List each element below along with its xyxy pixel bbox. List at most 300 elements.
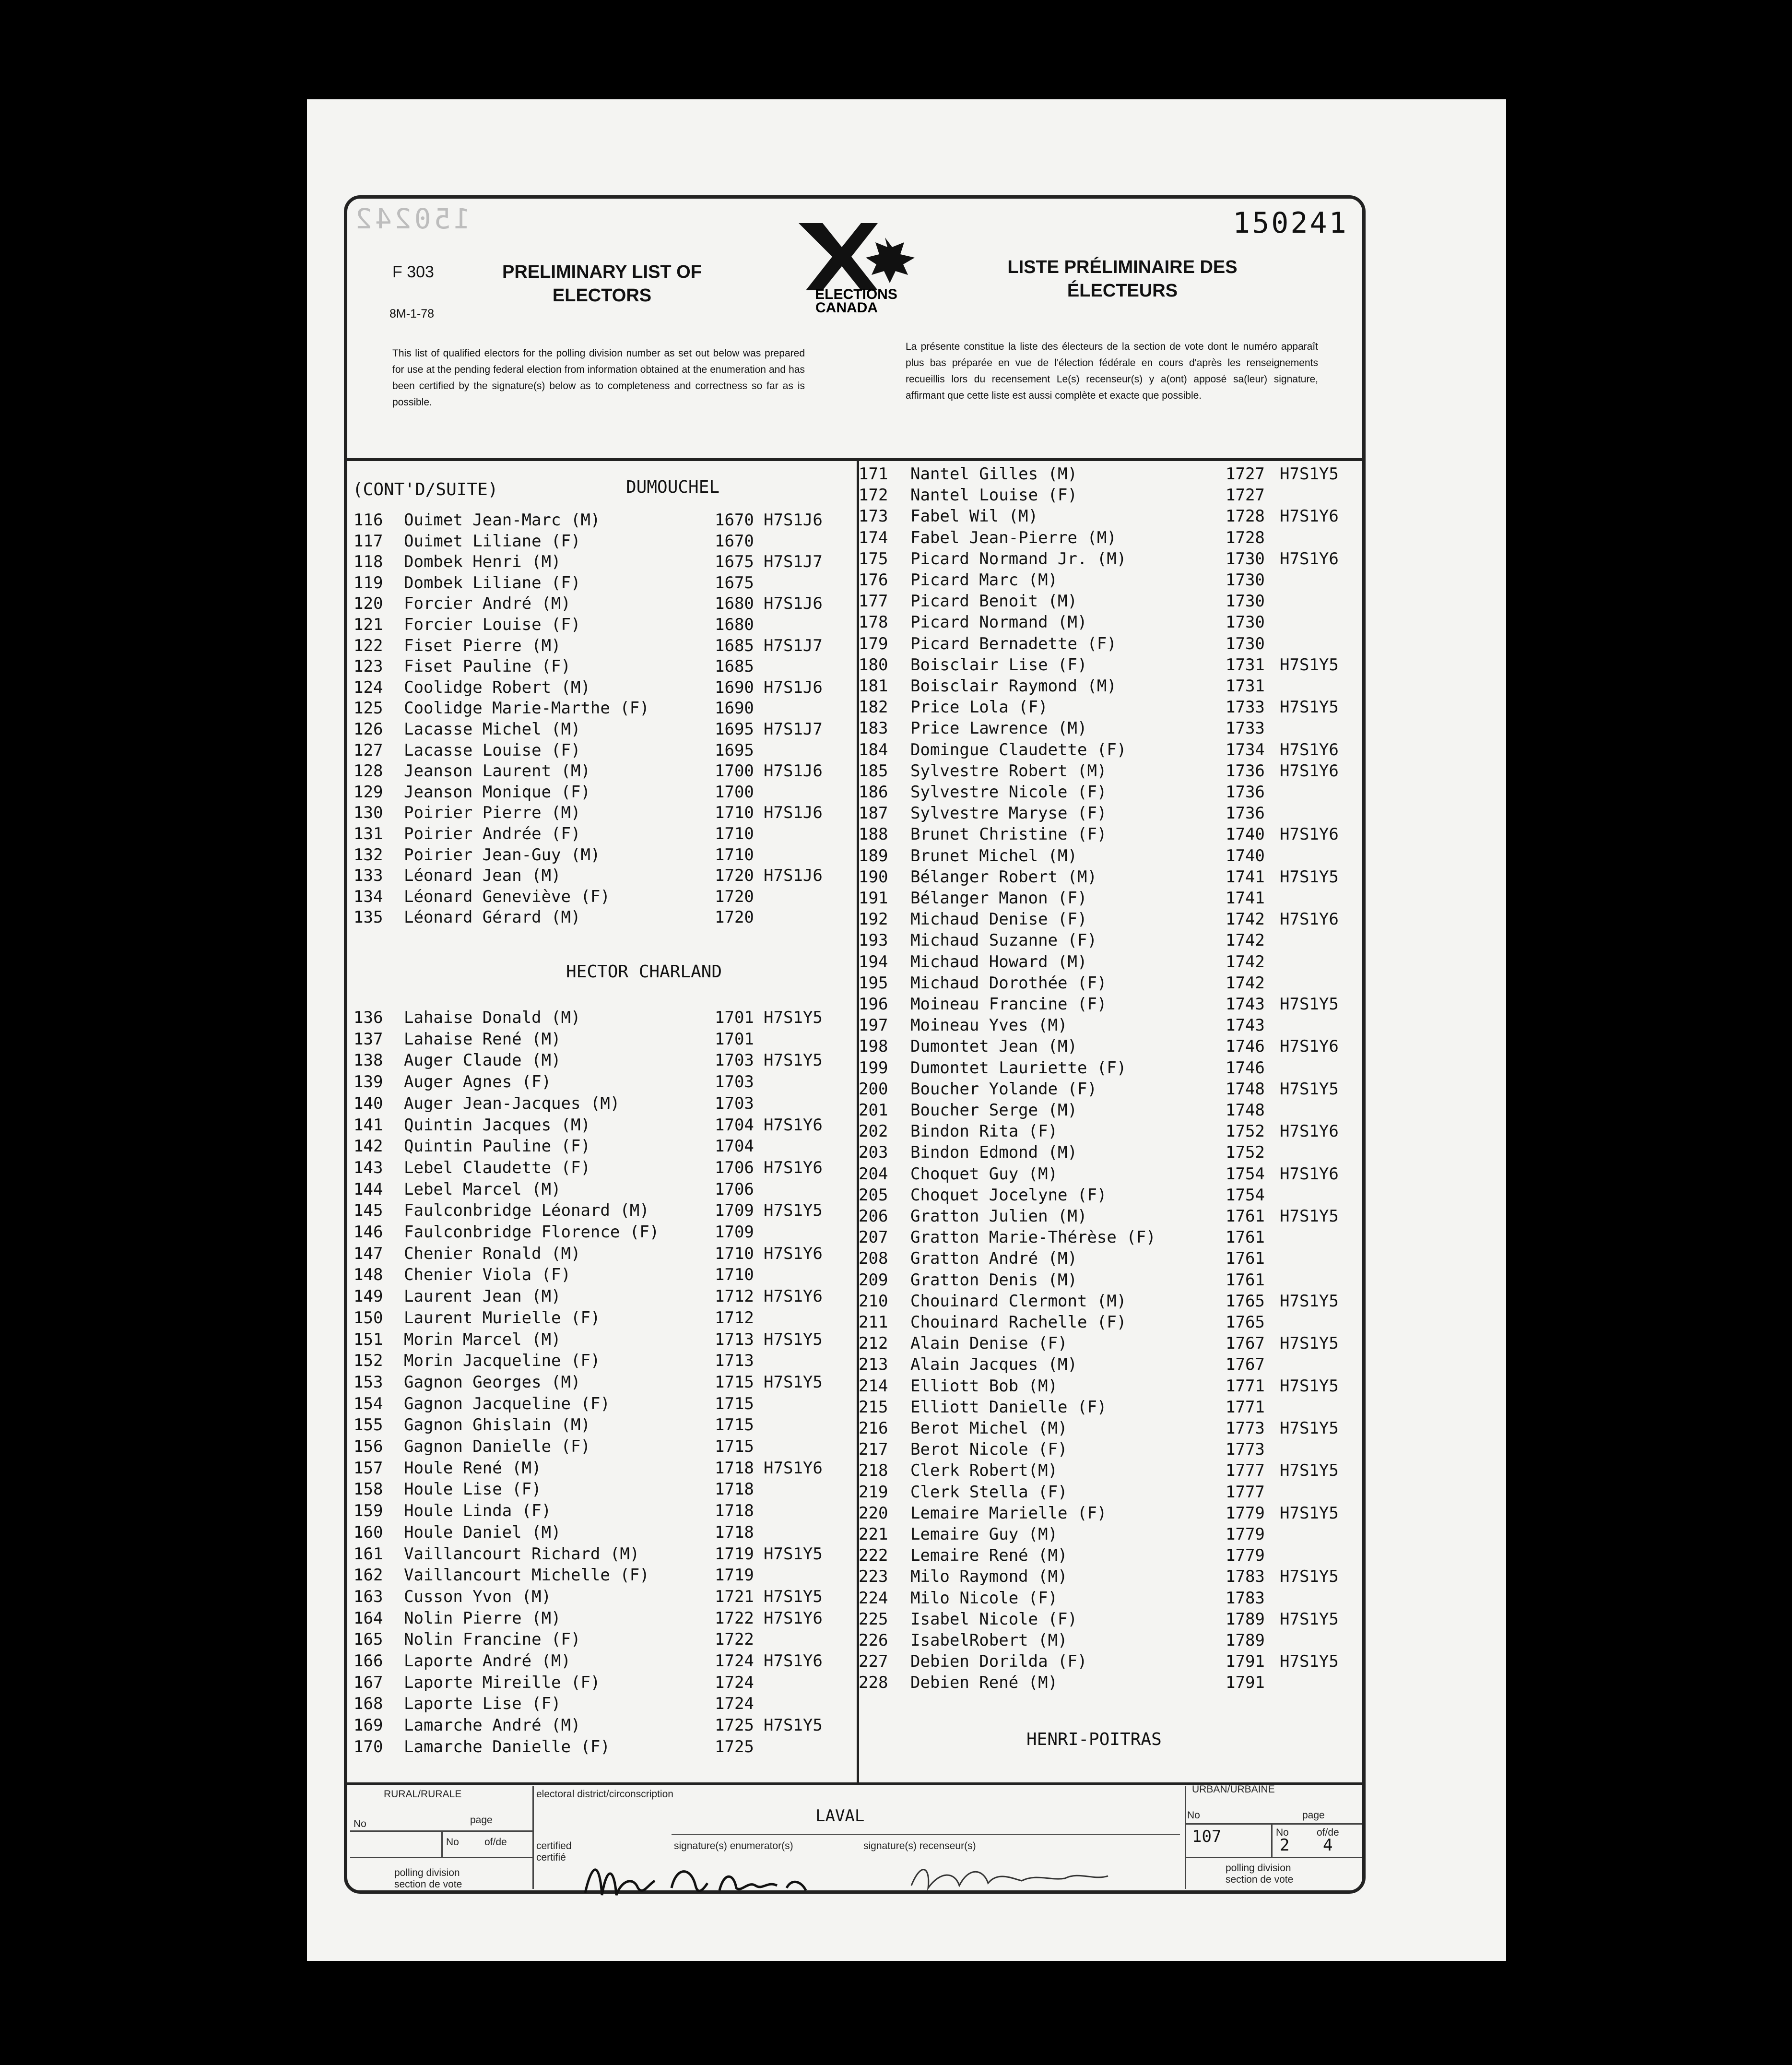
elector-number: 193 — [859, 931, 888, 950]
elector-civic-number: 1725 — [715, 1737, 754, 1756]
elector-number: 175 — [859, 549, 888, 569]
elector-civic-number: 1724 — [715, 1651, 754, 1671]
sig-recenseur-label: signature(s) recenseur(s) — [863, 1840, 976, 1851]
elector-number: 162 — [354, 1566, 383, 1585]
elector-postal-code: H7S1Y6 — [1280, 549, 1339, 569]
elector-name: Lahaise René (M) — [404, 1029, 561, 1049]
elector-number: 140 — [354, 1093, 383, 1113]
elector-number: 173 — [859, 507, 888, 526]
elector-name: Lamarche Danielle (F) — [404, 1737, 610, 1756]
elector-number: 183 — [859, 719, 888, 738]
elector-postal-code: H7S1Y5 — [764, 1716, 823, 1735]
elector-name: Elliott Bob (M) — [910, 1376, 1058, 1396]
elector-name: Alain Jacques (M) — [910, 1355, 1077, 1375]
elector-postal-code: H7S1Y6 — [1280, 825, 1339, 844]
elector-name: Houle René (M) — [404, 1458, 542, 1478]
elector-number: 198 — [859, 1037, 888, 1056]
elector-civic-number: 1709 — [715, 1222, 754, 1242]
elector-name: Brunet Michel (M) — [910, 846, 1077, 866]
elector-number: 213 — [859, 1355, 888, 1375]
elector-number: 163 — [354, 1587, 383, 1606]
elector-number: 196 — [859, 995, 888, 1014]
elector-name: Michaud Howard (M) — [910, 952, 1087, 972]
elector-name: Gratton Denis (M) — [910, 1270, 1077, 1290]
serial-number: 150241 — [1233, 206, 1348, 240]
elector-name: Dumontet Lauriette (F) — [910, 1058, 1127, 1078]
elector-number: 148 — [354, 1265, 383, 1285]
elector-civic-number: 1783 — [1226, 1567, 1265, 1587]
elector-civic-number: 1736 — [1226, 783, 1265, 802]
elector-civic-number: 1730 — [1226, 613, 1265, 632]
header-divider — [344, 458, 1366, 461]
elector-name: Michaud Denise (F) — [910, 910, 1087, 929]
elector-name: Nolin Francine (F) — [404, 1630, 581, 1650]
elector-civic-number: 1746 — [1226, 1037, 1265, 1056]
elector-name: Léonard Geneviève (F) — [404, 887, 610, 906]
elector-name: Faulconbridge Florence (F) — [404, 1222, 660, 1242]
elector-name: Fabel Jean-Pierre (M) — [910, 528, 1117, 547]
street-heading-dumouchel: DUMOUCHEL — [626, 477, 720, 497]
elector-postal-code: H7S1Y6 — [764, 1158, 823, 1177]
elector-name: Auger Jean-Jacques (M) — [404, 1093, 620, 1113]
title-english: PRELIMINARY LIST OF ELECTORS — [502, 262, 702, 306]
elector-name: Clerk Stella (F) — [910, 1482, 1068, 1502]
elector-civic-number: 1779 — [1226, 1546, 1265, 1566]
elector-civic-number: 1680 — [715, 615, 754, 634]
form-version: 8M-1-78 — [389, 307, 435, 320]
elector-name: Michaud Dorothée (F) — [910, 973, 1107, 993]
elector-civic-number: 1779 — [1226, 1525, 1265, 1544]
elector-civic-number: 1675 — [715, 552, 754, 572]
elector-name: Dumontet Jean (M) — [910, 1037, 1077, 1056]
elector-name: Chouinard Clermont (M) — [910, 1291, 1127, 1311]
elector-civic-number: 1700 — [715, 782, 754, 802]
elector-name: Vaillancourt Richard (M) — [404, 1544, 640, 1564]
elector-name: Nolin Pierre (M) — [404, 1608, 561, 1628]
elector-number: 210 — [859, 1291, 888, 1311]
elector-number: 159 — [354, 1501, 383, 1521]
elector-civic-number: 1703 — [715, 1051, 754, 1070]
elector-name: Alain Denise (F) — [910, 1334, 1068, 1353]
elector-civic-number: 1773 — [1226, 1440, 1265, 1460]
elector-name: Elliott Danielle (F) — [910, 1397, 1107, 1417]
elector-civic-number: 1704 — [715, 1115, 754, 1135]
elector-postal-code: H7S1Y5 — [764, 1201, 823, 1221]
elector-postal-code: H7S1Y5 — [1280, 1503, 1339, 1523]
elector-number: 222 — [859, 1546, 888, 1566]
elector-postal-code: H7S1Y6 — [764, 1287, 823, 1306]
elector-civic-number: 1736 — [1226, 761, 1265, 781]
elector-civic-number: 1718 — [715, 1458, 754, 1478]
elector-postal-code: H7S1Y5 — [1280, 1461, 1339, 1481]
elector-number: 215 — [859, 1397, 888, 1417]
urban-page-label: page — [1302, 1810, 1325, 1821]
district-value: LAVAL — [815, 1806, 865, 1826]
elector-civic-number: 1730 — [1226, 634, 1265, 653]
handwritten-signatures — [576, 1852, 1142, 1905]
elector-civic-number: 1789 — [1226, 1609, 1265, 1629]
urban-of-label: of/de — [1317, 1827, 1339, 1838]
elector-postal-code: H7S1Y5 — [1280, 1291, 1339, 1311]
elector-name: Gratton Julien (M) — [910, 1207, 1087, 1226]
elector-postal-code: H7S1Y6 — [764, 1458, 823, 1478]
elector-civic-number: 1779 — [1226, 1503, 1265, 1523]
elector-number: 184 — [859, 740, 888, 760]
elector-postal-code: H7S1Y5 — [764, 1544, 823, 1564]
elector-name: Houle Lise (F) — [404, 1480, 542, 1499]
elector-number: 172 — [859, 486, 888, 505]
elector-number: 123 — [354, 657, 383, 676]
urban-of-value: 4 — [1323, 1836, 1333, 1855]
elector-number: 129 — [354, 782, 383, 802]
elector-civic-number: 1727 — [1226, 464, 1265, 484]
elector-name: Bindon Rita (F) — [910, 1122, 1058, 1141]
elector-name: Fabel Wil (M) — [910, 507, 1038, 526]
elector-postal-code: H7S1Y5 — [764, 1587, 823, 1606]
elector-civic-number: 1685 — [715, 657, 754, 676]
elector-name: Bindon Edmond (M) — [910, 1143, 1077, 1163]
elector-civic-number: 1746 — [1226, 1058, 1265, 1078]
elector-civic-number: 1724 — [715, 1673, 754, 1692]
elector-civic-number: 1777 — [1226, 1461, 1265, 1481]
elector-name: Nantel Louise (F) — [910, 486, 1077, 505]
elector-name: Dombek Liliane (F) — [404, 573, 581, 593]
elector-name: Isabel Nicole (F) — [910, 1609, 1077, 1629]
elector-number: 179 — [859, 634, 888, 653]
elector-name: Auger Agnes (F) — [404, 1072, 552, 1092]
elector-name: Poirier Andrée (F) — [404, 824, 581, 843]
elector-postal-code: H7S1Y5 — [1280, 1652, 1339, 1672]
elector-civic-number: 1734 — [1226, 740, 1265, 760]
elector-name: Lacasse Michel (M) — [404, 720, 581, 739]
elector-number: 127 — [354, 740, 383, 760]
elector-postal-code: H7S1J6 — [764, 677, 823, 697]
urban-no-value: 107 — [1192, 1827, 1222, 1846]
elector-name: Gratton André (M) — [910, 1249, 1077, 1269]
elector-civic-number: 1727 — [1226, 486, 1265, 505]
elector-postal-code: H7S1J7 — [764, 636, 823, 655]
urban-label: URBAN/URBAINE — [1192, 1784, 1275, 1795]
elector-postal-code: H7S1Y6 — [1280, 740, 1339, 760]
elector-civic-number: 1685 — [715, 636, 754, 655]
elector-number: 176 — [859, 570, 888, 590]
elector-postal-code: H7S1Y5 — [1280, 1207, 1339, 1226]
elector-number: 182 — [859, 698, 888, 717]
elector-postal-code: H7S1J6 — [764, 866, 823, 886]
elector-civic-number: 1718 — [715, 1522, 754, 1542]
elector-name: Léonard Gérard (M) — [404, 908, 581, 927]
elector-number: 152 — [354, 1351, 383, 1371]
elector-name: Léonard Jean (M) — [404, 866, 561, 886]
elector-number: 164 — [354, 1608, 383, 1628]
elector-civic-number: 1706 — [715, 1179, 754, 1199]
elector-name: Boucher Yolande (F) — [910, 1079, 1097, 1099]
elector-civic-number: 1789 — [1226, 1631, 1265, 1650]
footer-line — [1185, 1857, 1362, 1858]
elector-number: 201 — [859, 1101, 888, 1120]
elector-number: 228 — [859, 1673, 888, 1693]
elector-name: Laporte Lise (F) — [404, 1694, 561, 1714]
street-heading-henri-poitras: HENRI-POITRAS — [1026, 1730, 1162, 1749]
elector-postal-code: H7S1Y5 — [1280, 867, 1339, 887]
elector-civic-number: 1731 — [1226, 655, 1265, 675]
elector-civic-number: 1715 — [715, 1415, 754, 1435]
elector-number: 191 — [859, 889, 888, 908]
elector-name: Sylvestre Robert (M) — [910, 761, 1107, 781]
polling-division-label-left: polling division section de vote — [394, 1867, 462, 1890]
elector-name: Domingue Claudette (F) — [910, 740, 1127, 760]
elector-number: 226 — [859, 1631, 888, 1650]
elector-civic-number: 1704 — [715, 1137, 754, 1156]
elector-civic-number: 1670 — [715, 531, 754, 551]
elector-civic-number: 1761 — [1226, 1207, 1265, 1226]
elector-postal-code: H7S1Y6 — [1280, 1037, 1339, 1056]
elector-civic-number: 1771 — [1226, 1397, 1265, 1417]
elector-name: Ouimet Liliane (F) — [404, 531, 581, 551]
elector-civic-number: 1752 — [1226, 1122, 1265, 1141]
elector-number: 197 — [859, 1016, 888, 1035]
elector-name: Houle Linda (F) — [404, 1501, 552, 1521]
elector-number: 155 — [354, 1415, 383, 1435]
elector-name: Coolidge Robert (M) — [404, 677, 590, 697]
elector-name: Nantel Gilles (M) — [910, 464, 1077, 484]
elector-civic-number: 1731 — [1226, 676, 1265, 696]
elector-number: 177 — [859, 592, 888, 611]
elector-number: 219 — [859, 1482, 888, 1502]
elector-postal-code: H7S1J6 — [764, 510, 823, 530]
elector-name: Gagnon Danielle (F) — [404, 1437, 590, 1456]
rural-page-no-label: No — [446, 1837, 459, 1848]
elector-civic-number: 1709 — [715, 1201, 754, 1221]
elector-postal-code: H7S1Y5 — [764, 1051, 823, 1070]
elector-civic-number: 1773 — [1226, 1419, 1265, 1438]
elector-name: Chenier Viola (F) — [404, 1265, 571, 1285]
elector-postal-code: H7S1Y5 — [764, 1372, 823, 1392]
elector-postal-code: H7S1Y6 — [1280, 507, 1339, 526]
elector-number: 221 — [859, 1525, 888, 1544]
sig-enumerator-label: signature(s) enumerator(s) — [674, 1840, 793, 1851]
elector-number: 132 — [354, 845, 383, 865]
elector-name: Choquet Jocelyne (F) — [910, 1185, 1107, 1205]
elector-number: 119 — [354, 573, 383, 593]
elector-number: 170 — [354, 1737, 383, 1756]
ghost-serial-number: 150242 — [353, 202, 471, 235]
elector-postal-code: H7S1Y5 — [1280, 1376, 1339, 1396]
elector-postal-code: H7S1Y6 — [1280, 1164, 1339, 1184]
elector-number: 165 — [354, 1630, 383, 1650]
elector-number: 209 — [859, 1270, 888, 1290]
elector-number: 153 — [354, 1372, 383, 1392]
elector-civic-number: 1710 — [715, 845, 754, 865]
elector-number: 211 — [859, 1313, 888, 1332]
elector-name: Milo Nicole (F) — [910, 1588, 1058, 1608]
elector-civic-number: 1703 — [715, 1093, 754, 1113]
elector-number: 225 — [859, 1609, 888, 1629]
elector-name: Lacasse Louise (F) — [404, 740, 581, 760]
elector-civic-number: 1720 — [715, 908, 754, 927]
elector-name: Forcier André (M) — [404, 594, 571, 614]
elector-civic-number: 1670 — [715, 510, 754, 530]
notice-english: This list of qualified electors for the polling division number as set out below was prepared for use at the pending federal election from information obtained at the enumeration and has been certified by the signature(s) below as to completeness and correctness so far as is possible. — [392, 348, 805, 408]
elector-civic-number: 1736 — [1226, 804, 1265, 823]
elector-civic-number: 1743 — [1226, 1016, 1265, 1035]
elector-postal-code: H7S1Y5 — [1280, 1567, 1339, 1587]
elector-number: 143 — [354, 1158, 383, 1177]
elector-number: 178 — [859, 613, 888, 632]
elector-name: Boucher Serge (M) — [910, 1101, 1077, 1120]
elector-civic-number: 1761 — [1226, 1270, 1265, 1290]
elector-number: 218 — [859, 1461, 888, 1481]
elector-number: 147 — [354, 1244, 383, 1263]
elector-civic-number: 1741 — [1226, 867, 1265, 887]
elector-name: Berot Michel (M) — [910, 1419, 1068, 1438]
elector-postal-code: H7S1Y5 — [1280, 1334, 1339, 1353]
elector-number: 154 — [354, 1394, 383, 1413]
elector-number: 205 — [859, 1185, 888, 1205]
elector-name: Price Lola (F) — [910, 698, 1048, 717]
elector-civic-number: 1742 — [1226, 910, 1265, 929]
elector-postal-code: H7S1Y6 — [1280, 910, 1339, 929]
elector-civic-number: 1767 — [1226, 1355, 1265, 1375]
elector-civic-number: 1701 — [715, 1008, 754, 1027]
elector-name: Laurent Jean (M) — [404, 1287, 561, 1306]
elector-number: 168 — [354, 1694, 383, 1714]
elector-number: 121 — [354, 615, 383, 634]
elector-civic-number: 1719 — [715, 1544, 754, 1564]
elector-number: 133 — [354, 866, 383, 886]
elector-number: 139 — [354, 1072, 383, 1092]
elector-name: Picard Marc (M) — [910, 570, 1058, 590]
elector-civic-number: 1752 — [1226, 1143, 1265, 1163]
elector-number: 151 — [354, 1329, 383, 1349]
elector-name: IsabelRobert (M) — [910, 1631, 1068, 1650]
elector-postal-code: H7S1Y6 — [764, 1244, 823, 1263]
elector-civic-number: 1791 — [1226, 1673, 1265, 1693]
elector-civic-number: 1715 — [715, 1372, 754, 1392]
footer-line — [1185, 1823, 1362, 1825]
elector-number: 187 — [859, 804, 888, 823]
elector-postal-code: H7S1Y5 — [764, 1329, 823, 1349]
elections-canada-logo — [789, 218, 923, 314]
elector-number: 142 — [354, 1137, 383, 1156]
logo-text-elections: ELECTIONS — [815, 286, 897, 302]
elector-name: Gratton Marie-Thérèse (F) — [910, 1228, 1156, 1247]
elector-name: Moineau Francine (F) — [910, 995, 1107, 1014]
elector-civic-number: 1710 — [715, 1265, 754, 1285]
elector-number: 125 — [354, 699, 383, 718]
elector-civic-number: 1730 — [1226, 592, 1265, 611]
elector-civic-number: 1718 — [715, 1501, 754, 1521]
elector-number: 131 — [354, 824, 383, 843]
footer-line — [532, 1786, 534, 1889]
elector-number: 217 — [859, 1440, 888, 1460]
elector-civic-number: 1715 — [715, 1437, 754, 1456]
elector-name: Jeanson Monique (F) — [404, 782, 590, 802]
elector-civic-number: 1728 — [1226, 528, 1265, 547]
signature-line — [672, 1834, 1180, 1835]
logo-text-canada: CANADA — [815, 300, 878, 314]
elector-civic-number: 1680 — [715, 594, 754, 614]
elector-number: 194 — [859, 952, 888, 972]
elector-civic-number: 1722 — [715, 1630, 754, 1650]
elector-name: Boisclair Raymond (M) — [910, 676, 1117, 696]
elector-name: Picard Bernadette (F) — [910, 634, 1117, 653]
elector-civic-number: 1710 — [715, 824, 754, 843]
elector-name: Picard Normand (M) — [910, 613, 1087, 632]
elector-number: 208 — [859, 1249, 888, 1269]
form-code: F 303 — [392, 263, 434, 281]
elector-postal-code: H7S1Y5 — [1280, 655, 1339, 675]
elector-civic-number: 1777 — [1226, 1482, 1265, 1502]
elector-civic-number: 1728 — [1226, 507, 1265, 526]
elector-name: Boisclair Lise (F) — [910, 655, 1087, 675]
elector-civic-number: 1712 — [715, 1287, 754, 1306]
elector-number: 138 — [354, 1051, 383, 1070]
elector-name: Auger Claude (M) — [404, 1051, 561, 1070]
elector-civic-number: 1791 — [1226, 1652, 1265, 1672]
elector-civic-number: 1748 — [1226, 1079, 1265, 1099]
elector-civic-number: 1761 — [1226, 1228, 1265, 1247]
elector-number: 157 — [354, 1458, 383, 1478]
elector-civic-number: 1700 — [715, 761, 754, 781]
elector-postal-code: H7S1J7 — [764, 720, 823, 739]
elector-civic-number: 1675 — [715, 573, 754, 593]
elector-number: 212 — [859, 1334, 888, 1353]
elector-number: 136 — [354, 1008, 383, 1027]
elector-name: Faulconbridge Léonard (M) — [404, 1201, 649, 1221]
elector-number: 216 — [859, 1419, 888, 1438]
elector-name: Gagnon Jacqueline (F) — [404, 1394, 610, 1413]
elector-postal-code: H7S1Y5 — [1280, 1419, 1339, 1438]
elector-number: 202 — [859, 1122, 888, 1141]
elector-civic-number: 1748 — [1226, 1101, 1265, 1120]
elector-civic-number: 1701 — [715, 1029, 754, 1049]
elector-name: Clerk Robert(M) — [910, 1461, 1058, 1481]
elector-postal-code: H7S1Y6 — [764, 1651, 823, 1671]
elector-name: Coolidge Marie-Marthe (F) — [404, 699, 649, 718]
elector-number: 128 — [354, 761, 383, 781]
elector-civic-number: 1720 — [715, 866, 754, 886]
elector-name: Price Lawrence (M) — [910, 719, 1087, 738]
elector-number: 124 — [354, 677, 383, 697]
elector-civic-number: 1719 — [715, 1566, 754, 1585]
notice-french: La présente constitue la liste des électeurs de la section de vote dont le numéro apparaît plus bas préparée en vue de l'élection fédérale en cours d'après les renseignements recueillis lors du recensement Le(s) recenseur(s) y a(ont) apposé sa(leur) signature, affirmant que cette liste est aussi complète et exacte que possible. — [906, 341, 1318, 401]
urban-no-label: No — [1187, 1810, 1200, 1821]
elector-name: Debien Dorilda (F) — [910, 1652, 1087, 1672]
elector-number: 224 — [859, 1588, 888, 1608]
elector-civic-number: 1765 — [1226, 1291, 1265, 1311]
elector-name: Quintin Jacques (M) — [404, 1115, 590, 1135]
elector-civic-number: 1695 — [715, 740, 754, 760]
elector-name: Gagnon Georges (M) — [404, 1372, 581, 1392]
elector-civic-number: 1713 — [715, 1329, 754, 1349]
elector-civic-number: 1767 — [1226, 1334, 1265, 1353]
elector-number: 169 — [354, 1716, 383, 1735]
elector-number: 206 — [859, 1207, 888, 1226]
district-label: electoral district/circonscription — [536, 1789, 673, 1800]
contd-heading: (CONT'D/SUITE) — [353, 480, 498, 499]
elector-number: 227 — [859, 1652, 888, 1672]
elector-civic-number: 1740 — [1226, 846, 1265, 866]
elector-number: 203 — [859, 1143, 888, 1163]
elector-number: 199 — [859, 1058, 888, 1078]
elector-number: 200 — [859, 1079, 888, 1099]
elector-name: Gagnon Ghislain (M) — [404, 1415, 590, 1435]
elector-number: 130 — [354, 803, 383, 823]
elector-postal-code: H7S1Y6 — [764, 1115, 823, 1135]
rural-of-label: of/de — [484, 1837, 507, 1848]
elector-name: Lebel Marcel (M) — [404, 1179, 561, 1199]
